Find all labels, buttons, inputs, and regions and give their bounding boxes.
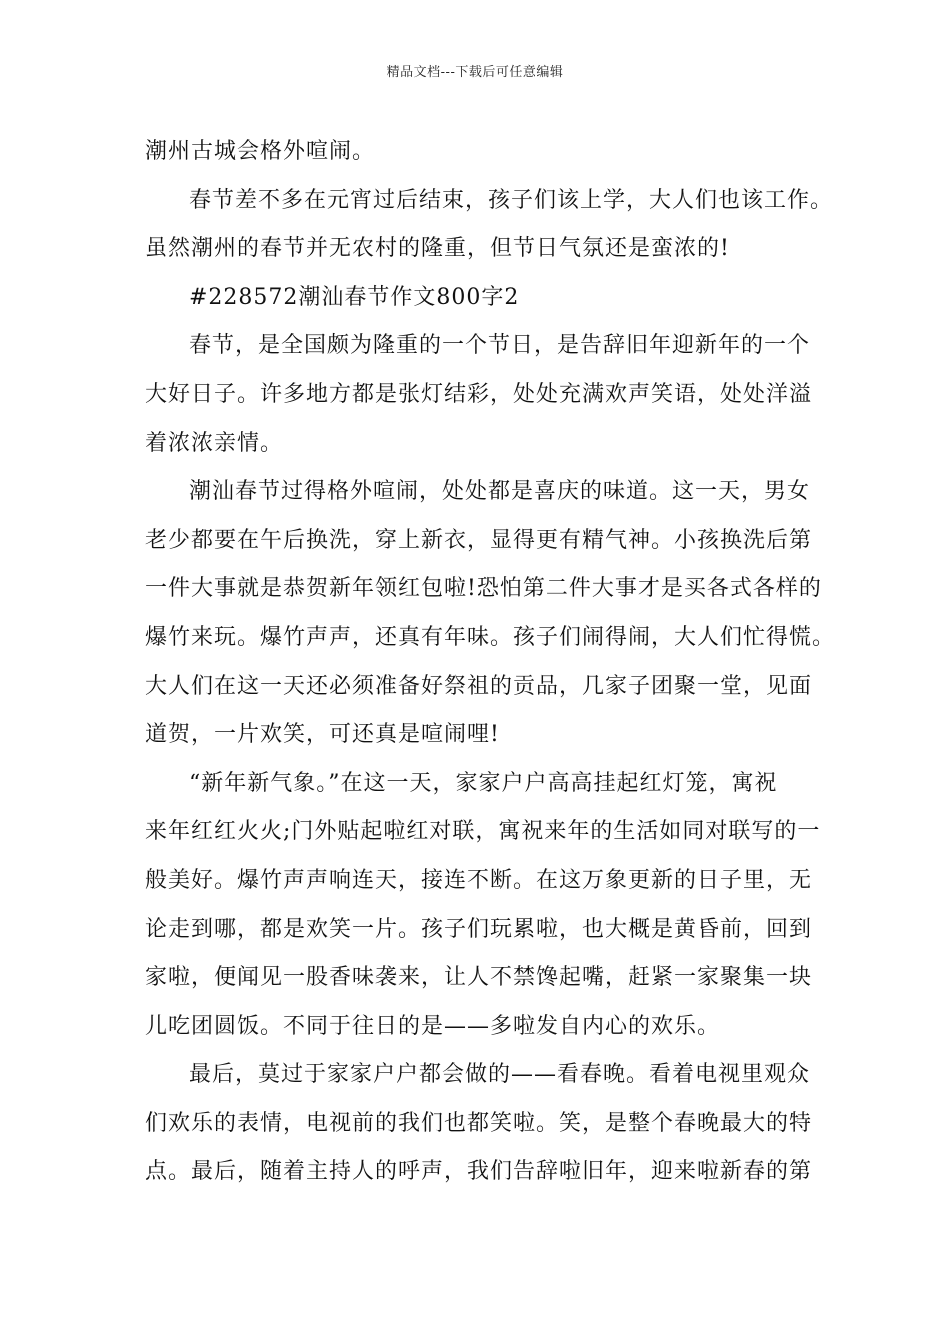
text-line: 爆竹来玩。爆竹声声，还真有年味。孩子们闹得闹，大人们忙得慌。 [145,624,836,650]
text-line: 春节差不多在元宵过后结束，孩子们该上学，大人们也该工作。 [189,187,834,213]
text-line: 潮汕春节过得格外喧闹，处处都是喜庆的味道。这一天，男女 [189,479,811,505]
text-line: 们欢乐的表情，电视前的我们也都笑啦。笑，是整个春晚最大的特 [145,1110,813,1136]
text-line: 一件大事就是恭贺新年领红包啦!恐怕第二件大事才是买各式各样的 [145,576,822,602]
text-line: 论走到哪，都是欢笑一片。孩子们玩累啦，也大概是黄昏前，回到 [145,916,813,942]
page-header: 精品文档---下载后可任意编辑 [386,65,564,80]
text-line: 最后，莫过于家家户户都会做的——看春晚。看着电视里观众 [189,1062,811,1088]
text-line: 般美好。爆竹声声响连天，接连不断。在这万象更新的日子里，无 [145,867,813,893]
text-line: 老少都要在午后换洗，穿上新衣，显得更有精气神。小孩换洗后第 [145,527,813,553]
text-line: 春节，是全国颇为隆重的一个节日，是告辞旧年迎新年的一个 [189,333,811,359]
text-line: 虽然潮州的春节并无农村的隆重，但节日气氛还是蛮浓的! [145,236,730,262]
text-line: 着浓浓亲情。 [145,430,284,456]
text-line: 来年红红火火;门外贴起啦红对联，寓祝来年的生活如同对联写的一 [145,819,821,845]
text-line: 家啦，便闻见一股香味袭来，让人不禁馋起嘴，赶紧一家聚集一块 [145,965,813,991]
text-line: 道贺，一片欢笑，可还真是喧闹哩! [145,722,500,748]
text-line: 儿吃团圆饭。不同于往日的是——多啦发自内心的欢乐。 [145,1013,721,1039]
text-line: 大好日子。许多地方都是张灯结彩，处处充满欢声笑语，处处洋溢 [145,381,813,407]
text-line: “新年新气象。”在这一天，家家户户高高挂起红灯笼，寓祝 [189,770,778,796]
article-body [145,131,836,1200]
text-line: 点。最后，随着主持人的呼声，我们告辞啦旧年，迎来啦新春的第 [145,1159,813,1185]
text-line: 大人们在这一天还必须准备好祭祖的贡品，几家子团聚一堂，见面 [145,673,813,699]
text-line: 潮州古城会格外喧闹。 [145,139,376,164]
section-heading: #228572潮汕春节作文800字2 [189,284,520,310]
